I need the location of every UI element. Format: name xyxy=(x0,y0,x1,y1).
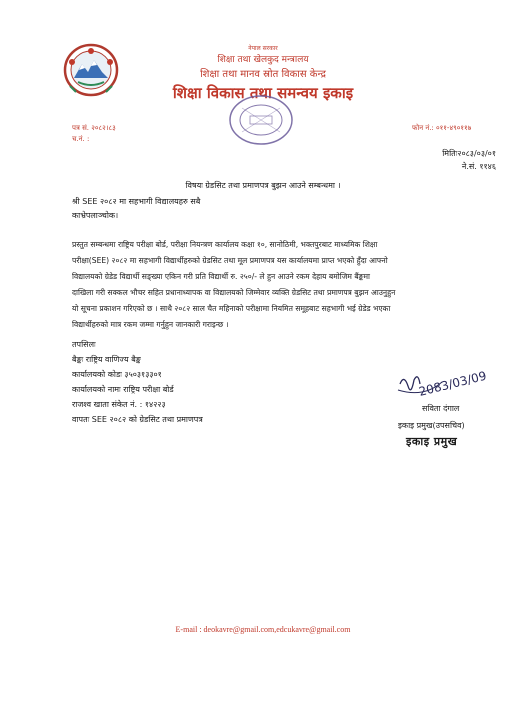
office-stamp-icon xyxy=(228,94,294,146)
signatory-designation: इकाइ प्रमुख(उपसचिव) xyxy=(398,421,465,430)
payment-purpose: वापतः SEE २०८२ को ग्रेडसिट तथा प्रमाणपत्र xyxy=(72,415,203,424)
header-centre: शिक्षा तथा मानव स्रोत विकास केन्द्र xyxy=(200,69,326,80)
header-office-name: शिक्षा विकास तथा समन्वय इकाइ xyxy=(172,84,354,102)
dispatch-number: ने.सं. ११४६ xyxy=(461,162,496,171)
phone-number: फोन नं.: ०११-४९०११७ xyxy=(412,124,472,132)
header-government: नेपाल सरकार xyxy=(248,45,278,52)
reference-number: पत्र सं. २०८२।८३ xyxy=(72,124,116,132)
addressee-district: काभ्रेपलाञ्चोक। xyxy=(72,211,119,220)
body-line: विद्यार्थीहरुको मात्र रकम जम्मा गर्नुहुन जानकारी गराइन्छ । xyxy=(72,320,229,329)
body-line: परीक्षा(SEE) २०८२ मा सहभागी विद्यार्थीहरुको ग्रेडसिट तथा मूल प्रमाणपत्र यस कार्यालयमा प्राप्त भएको हुँदा आफ्नो xyxy=(72,256,388,265)
addressee-line: श्री SEE २०८२ मा सहभागी विद्यालयहरु सबै xyxy=(72,197,201,206)
dispatch-label: च.नं. : xyxy=(72,135,90,143)
letter-date: मितिः२०८३/०३/०१ xyxy=(442,149,496,158)
designation-stamp: इकाइ प्रमुख xyxy=(406,435,458,448)
signatory-name: सविता दंगाल xyxy=(422,404,460,413)
bank-name: बैङ्कः राष्ट्रिय वाणिज्य बैङ्क xyxy=(72,355,141,364)
footer-email: E-mail : deokavre@gmail.com,edcukavre@gmail.com xyxy=(175,625,351,634)
office-name: कार्यालयको नामः राष्ट्रिय परीक्षा बोर्ड xyxy=(72,385,174,394)
body-line: विद्यालयको ग्रेडेड विद्यार्थी सङ्ख्या एकिन गरी प्रति विद्यार्थी रु. २५०/- ले हुन आउने रकम देहाय बमोजिम बैंङ्कमा xyxy=(72,272,370,281)
office-code: कार्यालयको कोडः ३५०३१३३०१ xyxy=(72,370,162,379)
revenue-code: राजश्व खाता संकेत नं. : १४२२३ xyxy=(72,400,166,409)
header-ministry: शिक्षा तथा खेलकुद मन्त्रालय xyxy=(217,55,309,65)
body-line: यो सूचना प्रकाशन गरिएको छ । साथै २०८२ साल चैत महिनाको परीक्षामा नियमित समूहबाट सहभागी भई ग्रेडेड भएका xyxy=(72,304,391,313)
signature-date: 2083/03/09 xyxy=(417,368,488,399)
letter-subject: विषयः ग्रेडसिट तथा प्रमाणपत्र बुझन आउने सम्बन्धमा । xyxy=(185,181,341,190)
body-line: प्रस्तुत सम्बन्धमा राष्ट्रिय परीक्षा बोर्ड, परीक्षा नियन्त्रण कार्यालय कक्षा १०, सानोठिमी, भक्तपुरबाट माध्यमिक शिक्षा xyxy=(72,240,378,249)
body-line: दाखिला गरी सक्कल भौचर सहित प्रधानाध्यापक वा विद्यालयको जिम्मेवार व्यक्ति ग्रेडसिट तथा प्रमाणपत्र बुझन आउनुहुन xyxy=(72,288,396,297)
details-heading: तपसिलः xyxy=(72,340,96,349)
